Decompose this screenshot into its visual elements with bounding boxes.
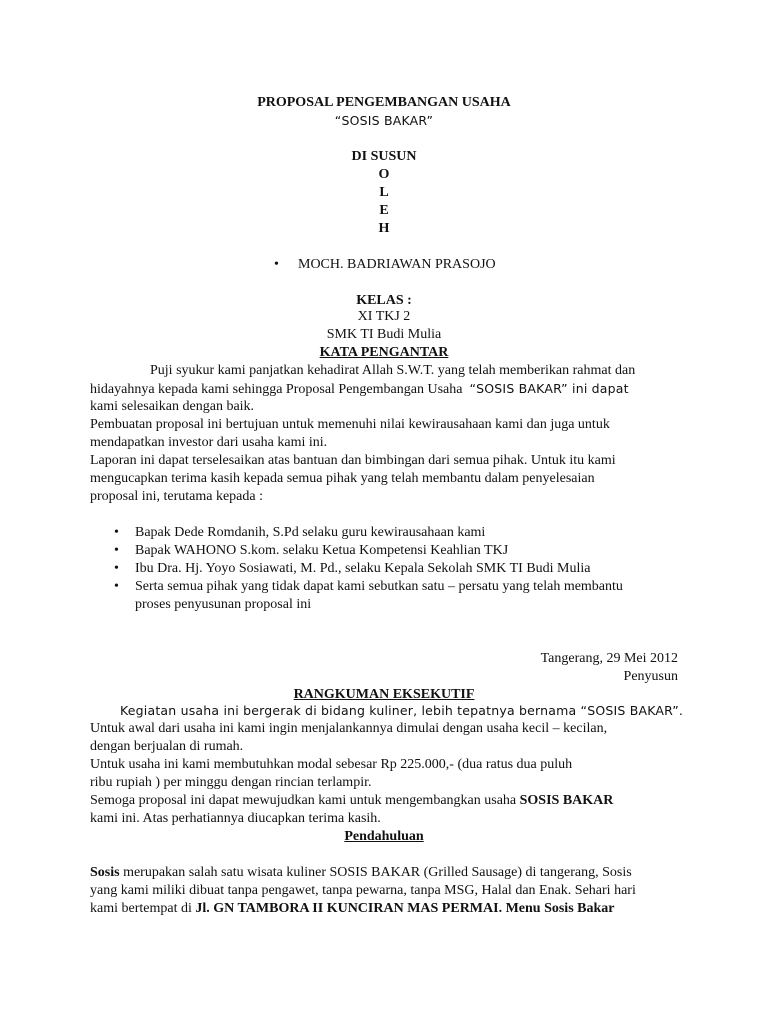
rangkuman-line6 [90, 792, 613, 810]
place-date: Tangerang, 29 Mei 2012 [540, 651, 678, 666]
rangkuman-heading: RANGKUMAN EKSEKUTIF [293, 687, 475, 702]
thanks-item: Serta semua pihak yang tidak dapat kami sebutkan satu – persatu yang telah membantu [135, 579, 623, 594]
kp-paragraph3-line2: mengucapkan terima kasih kepada semua pihak yang telah membantu dalam penyelesaian [90, 471, 595, 486]
rangkuman-line3: dengan berjualan di rumah. [90, 739, 244, 754]
pendahuluan-line3 [90, 900, 614, 918]
oleh-letter-o: O [378, 167, 390, 182]
pendahuluan-line3-address: Jl. GN TAMBORA II KUNCIRAN MAS PERMAI. Menu Sosis Bakar [195, 901, 615, 916]
kp-paragraph1-line1: Puji syukur kami panjatkan kehadirat Allah S.W.T. yang telah memberikan rahmat dan [150, 363, 636, 378]
thanks-bullet-icon: • [114, 579, 119, 594]
thanks-bullet-icon: • [114, 543, 119, 558]
oleh-letter-e: E [379, 203, 389, 218]
kelas-label: KELAS : [356, 293, 412, 308]
pendahuluan-line2: yang kami miliki dibuat tanpa pengawet, tanpa pewarna, tanpa MSG, Halal dan Enak. Sehari hari [90, 883, 636, 898]
kelas-value: XI TKJ 2 [357, 309, 411, 324]
rangkuman-line2: Untuk awal dari usaha ini kami ingin menjalankannya dimulai dengan usaha kecil – kecilan, [90, 721, 608, 736]
kp-p1-line2-text: hidayahnya kepada kami sehingga Proposal Pengembangan Usaha [90, 382, 463, 397]
proposal-subtitle: “SOSIS BAKAR” [334, 113, 434, 128]
signer-label: Penyusun [623, 669, 678, 684]
thanks-bullet-icon: • [114, 561, 119, 576]
kp-paragraph2-line2: mendapatkan investor dari usaha kami ini. [90, 435, 328, 450]
school-name: SMK TI Budi Mulia [326, 327, 442, 342]
thanks-bullet-icon: • [114, 525, 119, 540]
rangkuman-line4: Untuk usaha ini kami membutuhkan modal sebesar Rp 225.000,- (dua ratus dua puluh [90, 757, 573, 772]
di-susun-label: DI SUSUN [351, 149, 417, 164]
rangkuman-line6-product: SOSIS BAKAR [519, 793, 614, 808]
kp-paragraph2-line1: Pembuatan proposal ini bertujuan untuk memenuhi nilai kewirausahaan kami dan juga untuk [90, 417, 610, 432]
thanks-item: Bapak Dede Romdanih, S.Pd selaku guru kewirausahaan kami [135, 525, 486, 540]
kp-paragraph1-line3: kami selesaikan dengan baik. [90, 399, 255, 414]
kp-paragraph3-line1: Laporan ini dapat terselesaikan atas bantuan dan bimbingan dari semua pihak. Untuk itu kami [90, 453, 616, 468]
thanks-item: Bapak WAHONO S.kom. selaku Ketua Kompetensi Keahlian TKJ [135, 543, 509, 558]
author-bullet-icon: • [274, 257, 279, 272]
kp-paragraph1-line2 [90, 380, 629, 399]
kp-paragraph3-line3: proposal ini, terutama kepada : [90, 489, 263, 504]
thanks-item-continuation: proses penyusunan proposal ini [135, 597, 312, 612]
pendahuluan-line1 [90, 864, 632, 882]
rangkuman-line7: kami ini. Atas perhatiannya diucapkan terima kasih. [90, 811, 381, 826]
rangkuman-line6-text: Semoga proposal ini dapat mewujudkan kami untuk mengembangkan usaha [90, 793, 517, 808]
kp-p1-line2-product: “SOSIS BAKAR” ini dapat [469, 381, 629, 396]
rangkuman-line1: Kegiatan usaha ini bergerak di bidang kuliner, lebih tepatnya bernama “SOSIS BAKAR”. [120, 703, 684, 718]
pendahuluan-line1-text: merupakan salah satu wisata kuliner SOSIS BAKAR (Grilled Sausage) di tangerang, Sosis [123, 865, 632, 880]
proposal-title: PROPOSAL PENGEMBANGAN USAHA [257, 95, 511, 110]
oleh-letter-l: L [379, 185, 389, 200]
pendahuluan-line3-text: kami bertempat di [90, 901, 192, 916]
rangkuman-line5: ribu rupiah ) per minggu dengan rincian terlampir. [90, 775, 372, 790]
oleh-letter-h: H [378, 221, 390, 236]
author-name: MOCH. BADRIAWAN PRASOJO [298, 257, 496, 272]
kata-pengantar-heading: KATA PENGANTAR [319, 345, 449, 360]
pendahuluan-heading: Pendahuluan [344, 829, 424, 844]
thanks-item: Ibu Dra. Hj. Yoyo Sosiawati, M. Pd., selaku Kepala Sekolah SMK TI Budi Mulia [135, 561, 591, 576]
pendahuluan-line1-bold: Sosis [90, 865, 120, 880]
